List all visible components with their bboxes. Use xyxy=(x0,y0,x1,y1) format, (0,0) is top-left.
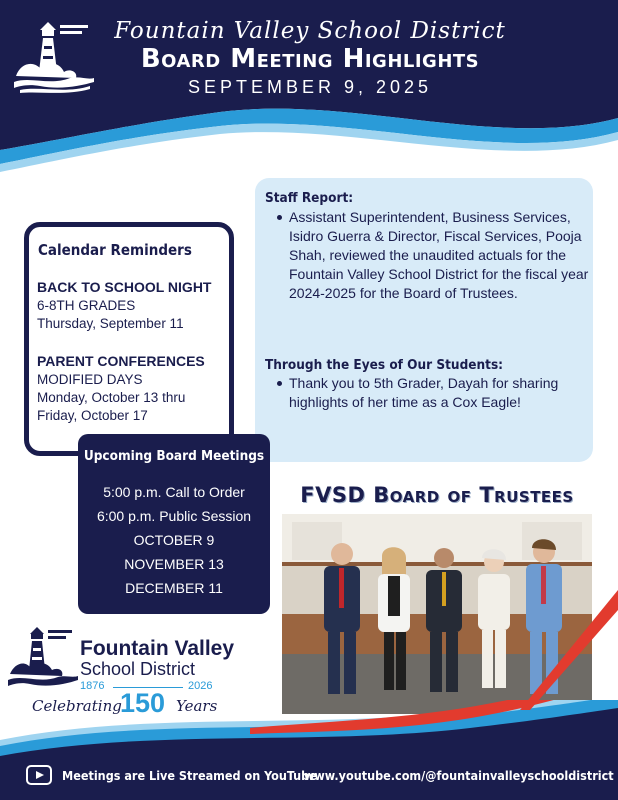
upcoming-board-meetings-box xyxy=(78,434,270,614)
logo-number: 150 xyxy=(120,688,166,718)
event-detail: 6-8TH GRADES xyxy=(37,298,136,313)
board-meetings-heading: Upcoming Board Meetings xyxy=(83,448,265,464)
logo-year-end: 2026 xyxy=(188,680,213,692)
meeting-date-item: NOVEMBER 13 xyxy=(124,556,224,572)
footer-band xyxy=(0,700,618,800)
logo-year-start: 1876 xyxy=(80,680,105,692)
youtube-play-icon[interactable] xyxy=(26,765,52,785)
lighthouse-icon xyxy=(8,622,78,692)
district-name-script: Fountain Valley School District xyxy=(114,18,506,44)
logo-name: Fountain Valley xyxy=(80,637,235,660)
lighthouse-icon xyxy=(10,16,100,96)
staff-report-panel xyxy=(255,178,593,462)
logo-name: School District xyxy=(80,659,196,679)
staff-report-text: Assistant Superintendent, Business Services, Isidro Guerra & Director, Fiscal Services, Pooja Shah, reviewed the unaudited actuals for the Fountain Valley School District for the fiscal year 2024-2025 for the Board of Trustees. xyxy=(289,209,589,301)
staff-report-heading: Staff Report: xyxy=(265,190,354,206)
event-detail: MODIFIED DAYS xyxy=(37,372,143,387)
calendar-heading: Calendar Reminders xyxy=(38,241,192,259)
logo-years: Years xyxy=(176,697,218,715)
students-heading: Through the Eyes of Our Students: xyxy=(265,357,504,373)
page-title: Board Meeting Highlights xyxy=(140,44,480,74)
trustees-title: FVSD Board of Trustees xyxy=(300,483,574,507)
meeting-time: 5:00 p.m. Call to Order xyxy=(103,484,245,500)
event-title: PARENT CONFERENCES xyxy=(37,353,205,369)
meeting-date: SEPTEMBER 9, 2025 xyxy=(187,77,433,97)
meeting-time: 6:00 p.m. Public Session xyxy=(96,508,252,524)
meeting-date-item: DECEMBER 11 xyxy=(125,580,223,596)
event-date: Monday, October 13 thru xyxy=(37,390,186,405)
meeting-date-item: OCTOBER 9 xyxy=(133,532,215,548)
bullet-icon xyxy=(277,381,282,386)
students-text: Thank you to 5th Grader, Dayah for sharing highlights of her time as a Cox Eagle! xyxy=(289,375,559,410)
calendar-reminders-box xyxy=(24,222,234,456)
logo-celebrating: Celebrating xyxy=(32,697,122,715)
youtube-link[interactable]: www.youtube.com/@fountainvalleyschooldistrict xyxy=(304,768,614,783)
event-title: BACK TO SCHOOL NIGHT xyxy=(37,279,212,295)
red-accent-stripe xyxy=(520,590,618,710)
event-date: Thursday, September 11 xyxy=(37,316,184,331)
livestream-text: Meetings are Live Streamed on YouTube xyxy=(62,768,317,783)
event-date: Friday, October 17 xyxy=(37,408,148,423)
bullet-icon xyxy=(277,215,282,220)
